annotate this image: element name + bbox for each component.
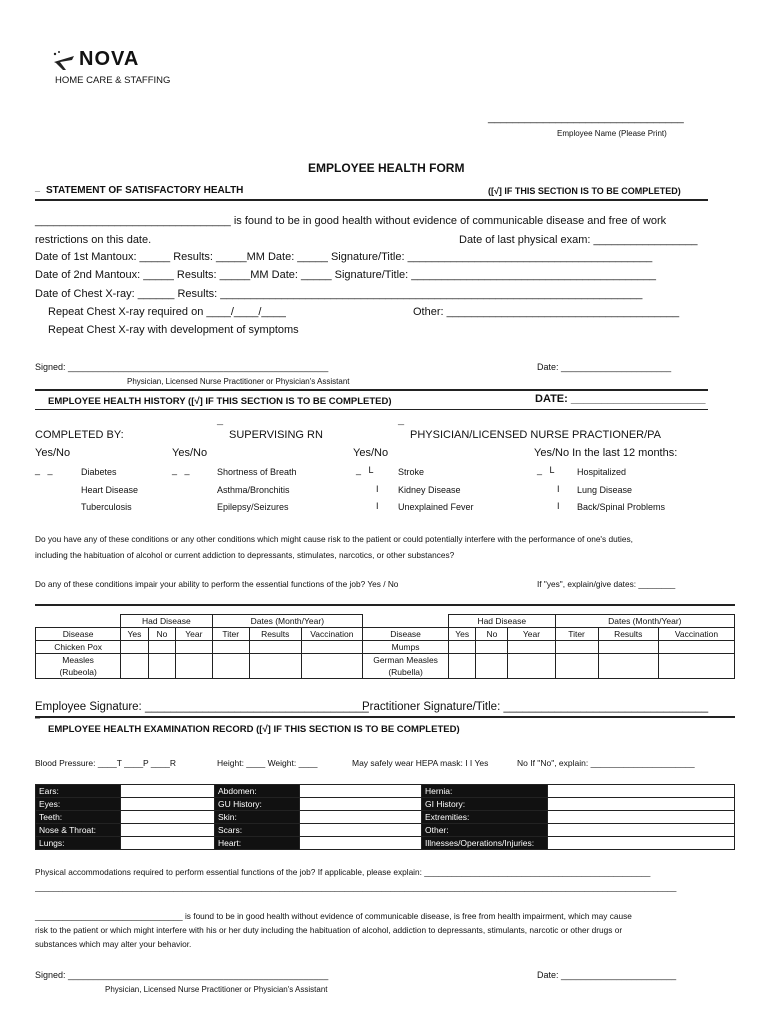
- cell[interactable]: [176, 641, 212, 654]
- col-no-r: No: [476, 628, 508, 641]
- condition-2-2: Asthma/Bronchitis: [217, 485, 290, 495]
- col-disease-r: Disease: [363, 628, 449, 641]
- repeat-xray-date[interactable]: Repeat Chest X-ray required on ____/____/____: [48, 306, 286, 318]
- col-results: Results: [249, 628, 301, 641]
- yesno-col1: Yes/No: [35, 447, 71, 459]
- exam-field[interactable]: [300, 837, 422, 850]
- condition-marks-4[interactable]: _ L: [537, 465, 555, 475]
- good-health-1: ________________________________ is found to be in good health without evidence of communicable disease, is free from health impairment, which may cause: [35, 911, 632, 921]
- supervising-checkbox[interactable]: ¯: [217, 424, 224, 436]
- cell[interactable]: [121, 641, 148, 654]
- statement-line2a: restrictions on this date.: [35, 234, 152, 246]
- col-yes-r: Yes: [448, 628, 475, 641]
- condition-3-3: Unexplained Fever: [398, 502, 474, 512]
- hepa-no[interactable]: No If "No", explain: ______________________: [517, 758, 695, 768]
- exam-abdomen: Abdomen:: [215, 785, 300, 798]
- mantoux2-row[interactable]: Date of 2nd Mantoux: _____ Results: _____MM Date: _____ Signature/Title: ________________________________________: [35, 269, 656, 281]
- disease-mumps: Mumps: [363, 641, 449, 654]
- employee-name-caption: Employee Name (Please Print): [557, 129, 667, 138]
- condition-2-3: Epilepsy/Seizures: [217, 502, 289, 512]
- other-field[interactable]: Other: ______________________________________: [413, 306, 680, 318]
- condition-marks-3b[interactable]: I: [376, 484, 379, 494]
- cell[interactable]: [476, 641, 508, 654]
- cell[interactable]: [448, 641, 475, 654]
- footer-date[interactable]: Date: _______________________: [537, 970, 677, 980]
- exam-field[interactable]: [121, 798, 215, 811]
- condition-4-1: Hospitalized: [577, 467, 627, 477]
- exam-heading: EMPLOYEE HEALTH EXAMINATION RECORD ([√] IF THIS SECTION IS TO BE COMPLETED): [48, 724, 460, 735]
- question-1: Do you have any of these conditions or any other conditions which might cause risk to the patient or could potentially interfere with the performance of one's duties,: [35, 534, 633, 544]
- dates-right: Dates (Month/Year): [555, 615, 734, 628]
- exam-scars: Scars:: [215, 824, 300, 837]
- disease-measles: Measles: [36, 654, 121, 667]
- cell[interactable]: [148, 654, 175, 679]
- condition-1-1: Diabetes: [81, 467, 117, 477]
- exam-table: [35, 784, 735, 850]
- exam-field[interactable]: [548, 785, 735, 798]
- logo-name: NOVA: [79, 48, 140, 70]
- disease-rubeola: (Rubeola): [36, 666, 121, 679]
- good-health-2: risk to the patient or which might interfere with his or her duty including the habituation of alcohol, addiction to depressants, stimulants, narcotic or other drugs or: [35, 925, 623, 935]
- cell[interactable]: [448, 654, 475, 679]
- exam-field[interactable]: [300, 824, 422, 837]
- good-health-3: substances which may alter your behavior.: [35, 939, 192, 949]
- accommodations-line[interactable]: ___________________________________________________________________________________________________________________________________________: [35, 882, 677, 892]
- yesno-col3: Yes/No: [353, 447, 389, 459]
- cell[interactable]: [301, 641, 363, 654]
- signed-caption: Physician, Licensed Nurse Practitioner or Physician's Assistant: [127, 377, 350, 386]
- exam-field[interactable]: [548, 811, 735, 824]
- cell[interactable]: [301, 654, 363, 679]
- cell[interactable]: [148, 641, 175, 654]
- date-line[interactable]: Date: ______________________: [537, 362, 672, 372]
- employee-signature[interactable]: Employee Signature: ___________________________________: [35, 701, 369, 713]
- physician-label: PHYSICIAN/LICENSED NURSE PRACTIONER/PA: [410, 429, 662, 441]
- question-2b[interactable]: If "yes", explain/give dates: ________: [537, 579, 676, 589]
- cell[interactable]: [212, 641, 249, 654]
- disease-chicken-pox: Chicken Pox: [36, 641, 121, 654]
- exam-ears: Ears:: [36, 785, 121, 798]
- exam-field[interactable]: [300, 798, 422, 811]
- exam-field[interactable]: [121, 811, 215, 824]
- exam-checkbox[interactable]: ¯: [35, 717, 40, 727]
- col-disease: Disease: [36, 628, 121, 641]
- condition-marks-4c[interactable]: I: [557, 501, 560, 511]
- logo-tagline: HOME CARE & STAFFING: [55, 75, 171, 86]
- condition-marks-3c[interactable]: I: [376, 501, 379, 511]
- history-heading: EMPLOYEE HEALTH HISTORY ([√] IF THIS SECTION IS TO BE COMPLETED): [48, 396, 392, 407]
- mantoux1-row[interactable]: Date of 1st Mantoux: _____ Results: _____MM Date: _____ Signature/Title: ________________________________________: [35, 251, 653, 263]
- hepa-mask[interactable]: May safely wear HEPA mask: I I Yes: [352, 758, 489, 768]
- history-rule: [35, 409, 708, 410]
- cell[interactable]: [249, 654, 301, 679]
- col-vaccination: Vaccination: [301, 628, 363, 641]
- exam-lungs: Lungs:: [36, 837, 121, 850]
- condition-3-1: Stroke: [398, 467, 425, 477]
- col-titer-r: Titer: [555, 628, 598, 641]
- exam-field[interactable]: [548, 837, 735, 850]
- cell[interactable]: [508, 641, 555, 654]
- col-year-r: Year: [508, 628, 555, 641]
- repeat-xray-symptoms: Repeat Chest X-ray with development of symptoms: [48, 324, 299, 336]
- exam-eyes: Eyes:: [36, 798, 121, 811]
- had-disease-right: Had Disease: [448, 615, 555, 628]
- statement-line1: ________________________________ is found to be in good health without evidence of communicable disease and free of work: [35, 215, 667, 227]
- disease-rubella: (Rubella): [363, 666, 449, 679]
- condition-marks-4b[interactable]: I: [557, 484, 560, 494]
- condition-2-1: Shortness of Breath: [217, 467, 297, 477]
- cell[interactable]: [249, 641, 301, 654]
- history-date[interactable]: DATE: ______________________: [535, 393, 706, 405]
- condition-marks-2[interactable]: _ _: [172, 465, 190, 475]
- completed-by-label: COMPLETED BY:: [35, 429, 124, 441]
- condition-3-2: Kidney Disease: [398, 485, 461, 495]
- exam-field[interactable]: [548, 798, 735, 811]
- condition-1-3: Tuberculosis: [81, 502, 132, 512]
- col-no: No: [148, 628, 175, 641]
- cell[interactable]: [508, 654, 555, 679]
- exam-field[interactable]: [300, 811, 422, 824]
- cell[interactable]: [555, 654, 598, 679]
- exam-rule: [35, 716, 735, 718]
- blood-pressure[interactable]: Blood Pressure: ____T ____P ____R: [35, 758, 176, 768]
- statement-heading: STATEMENT OF SATISFACTORY HEALTH: [46, 185, 244, 196]
- exam-field[interactable]: [300, 785, 422, 798]
- condition-marks-3[interactable]: _ L: [356, 465, 374, 475]
- yesno-col4: Yes/No In the last 12 months:: [534, 447, 678, 459]
- cell[interactable]: [658, 654, 734, 679]
- cell[interactable]: [212, 654, 249, 679]
- condition-4-3: Back/Spinal Problems: [577, 502, 666, 512]
- had-disease-left: Had Disease: [121, 615, 212, 628]
- statement-rule: [35, 199, 708, 201]
- physician-checkbox[interactable]: ¯: [398, 424, 405, 436]
- exam-other: Other:: [422, 824, 548, 837]
- cell[interactable]: [176, 654, 212, 679]
- signed-line[interactable]: Signed: ____________________________________________________: [35, 362, 329, 372]
- disease-german-measles: German Measles: [363, 654, 449, 667]
- disease-rule: [35, 604, 735, 606]
- page-title: EMPLOYEE HEALTH FORM: [308, 161, 465, 175]
- condition-1-2: Heart Disease: [81, 485, 139, 495]
- col-vaccination-r: Vaccination: [658, 628, 734, 641]
- disease-table: [35, 614, 735, 679]
- cell[interactable]: [658, 641, 734, 654]
- col-results-r: Results: [598, 628, 658, 641]
- col-titer: Titer: [212, 628, 249, 641]
- footer-signed[interactable]: Signed: ____________________________________________________: [35, 970, 329, 980]
- dates-left: Dates (Month/Year): [212, 615, 363, 628]
- supervising-label: SUPERVISING RN: [229, 429, 323, 441]
- statement-note: ([√] IF THIS SECTION IS TO BE COMPLETED): [488, 186, 681, 196]
- yesno-col2: Yes/No: [172, 447, 208, 459]
- question-2: Do any of these conditions impair your ability to perform the essential functions of the job? Yes / No: [35, 579, 399, 589]
- height-weight[interactable]: Height: ____ Weight: ____: [217, 758, 318, 768]
- history-rule-top: [35, 389, 708, 391]
- exam-field[interactable]: [548, 824, 735, 837]
- airplane-icon: [52, 50, 76, 72]
- condition-marks-1[interactable]: _ _: [35, 465, 53, 475]
- exam-field[interactable]: [121, 785, 215, 798]
- condition-4-2: Lung Disease: [577, 485, 633, 495]
- cell[interactable]: [598, 654, 658, 679]
- exam-nose-throat: Nose & Throat:: [36, 824, 121, 837]
- exam-hernia: Hernia:: [422, 785, 548, 798]
- exam-field[interactable]: [121, 824, 215, 837]
- exam-heart: Heart:: [215, 837, 300, 850]
- exam-gi: GI History:: [422, 798, 548, 811]
- exam-teeth: Teeth:: [36, 811, 121, 824]
- exam-extremities: Extremities:: [422, 811, 548, 824]
- exam-field[interactable]: [121, 837, 215, 850]
- cell[interactable]: [476, 654, 508, 679]
- cell[interactable]: [598, 641, 658, 654]
- statement-checkbox[interactable]: _: [35, 183, 41, 193]
- last-physical-field[interactable]: Date of last physical exam: _________________: [459, 234, 698, 246]
- cell[interactable]: [121, 654, 148, 679]
- chest-xray-row[interactable]: Date of Chest X-ray: ______ Results: _____________________________________________________________________: [35, 288, 643, 300]
- question-1b: including the habituation of alcohol or current addiction to depressants, stimulates, narcotics, or other substances?: [35, 550, 455, 560]
- exam-skin: Skin:: [215, 811, 300, 824]
- footer-signed-caption: Physician, Licensed Nurse Practitioner or Physician's Assistant: [105, 985, 328, 994]
- col-yes: Yes: [121, 628, 148, 641]
- col-year: Year: [176, 628, 212, 641]
- cell[interactable]: [555, 641, 598, 654]
- employee-name-line[interactable]: ________________________________: [488, 112, 684, 124]
- exam-illnesses: Illnesses/Operations/Injuries:: [422, 837, 548, 850]
- accommodations[interactable]: Physical accommodations required to perform essential functions of the job? If applicable, please explain: _________________________________________________: [35, 867, 651, 877]
- practitioner-signature[interactable]: Practitioner Signature/Title: ________________________________: [362, 701, 709, 713]
- exam-gu: GU History:: [215, 798, 300, 811]
